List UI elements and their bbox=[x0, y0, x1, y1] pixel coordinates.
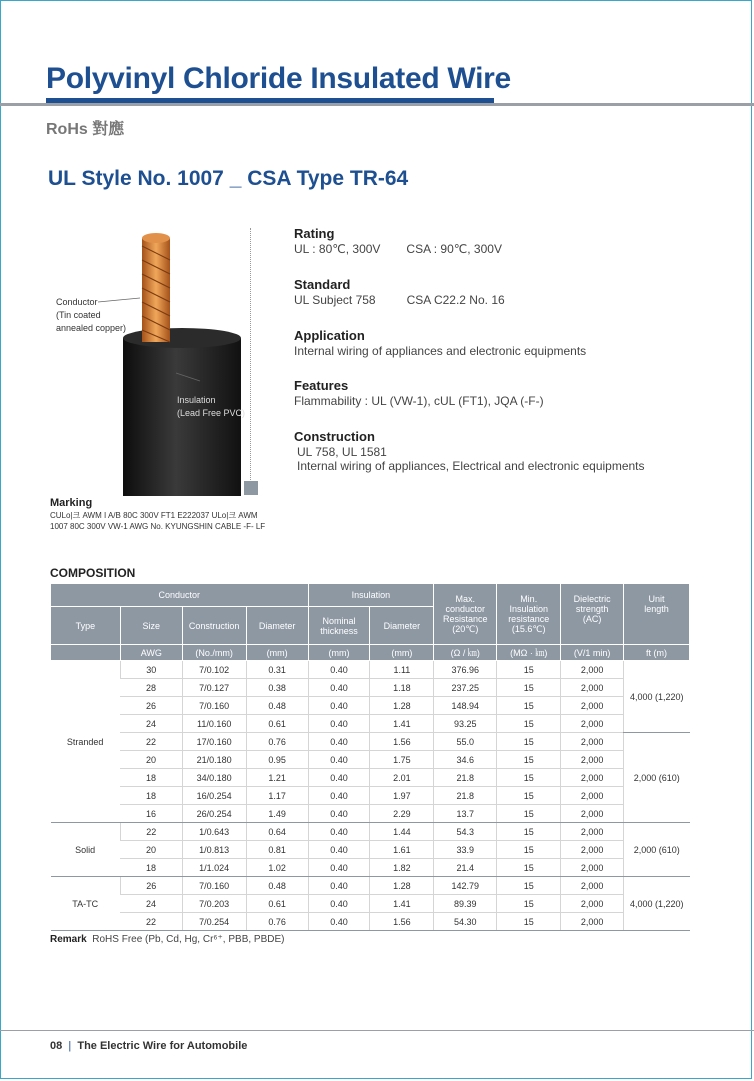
table-cell: 15 bbox=[497, 877, 561, 895]
table-cell: 1.41 bbox=[370, 715, 434, 733]
unit-nominal: (mm) bbox=[308, 645, 370, 661]
table-cell: 0.40 bbox=[308, 913, 370, 931]
table-cell: 2.29 bbox=[370, 805, 434, 823]
table-cell: 7/0.160 bbox=[182, 697, 246, 715]
table-cell: 2,000 bbox=[561, 823, 624, 841]
unit-min-res: (MΩ · ㎞) bbox=[497, 645, 561, 661]
header-min-resistance: Min. Insulation resistance (15.6℃) bbox=[497, 584, 561, 645]
table-cell: 0.40 bbox=[308, 805, 370, 823]
composition-heading: COMPOSITION bbox=[50, 566, 136, 580]
table-cell: 24 bbox=[120, 895, 182, 913]
table-cell: 16/0.254 bbox=[182, 787, 246, 805]
table-cell: 15 bbox=[497, 823, 561, 841]
table-cell: 13.7 bbox=[434, 805, 497, 823]
table-cell: 0.38 bbox=[246, 679, 308, 697]
table-row bbox=[51, 769, 690, 787]
table-cell: 22 bbox=[120, 913, 182, 931]
table-cell: 2,000 bbox=[561, 769, 624, 787]
table-cell: 15 bbox=[497, 859, 561, 877]
wire-illustration bbox=[50, 226, 262, 500]
table-cell: 1.82 bbox=[370, 859, 434, 877]
table-cell: 1/0.813 bbox=[182, 841, 246, 859]
table-cell: 16 bbox=[120, 805, 182, 823]
table-cell: 22 bbox=[120, 733, 182, 751]
table-cell: 1.61 bbox=[370, 841, 434, 859]
table-cell: 15 bbox=[497, 895, 561, 913]
table-row bbox=[51, 733, 690, 751]
type-cell: Stranded bbox=[51, 661, 121, 823]
table-cell: 20 bbox=[120, 751, 182, 769]
table-cell: 2,000 bbox=[561, 733, 624, 751]
unit-construction: (No./mm) bbox=[182, 645, 246, 661]
table-cell: 0.40 bbox=[308, 769, 370, 787]
unit-length-cell: 2,000 (610) bbox=[624, 733, 690, 823]
unit-max-res: (Ω / ㎞) bbox=[434, 645, 497, 661]
table-cell: 54.3 bbox=[434, 823, 497, 841]
table-cell: 24 bbox=[120, 715, 182, 733]
table-cell: 0.76 bbox=[246, 913, 308, 931]
table-cell: 0.40 bbox=[308, 877, 370, 895]
unit-type bbox=[51, 645, 121, 661]
table-cell: 21/0.180 bbox=[182, 751, 246, 769]
table-cell: 2,000 bbox=[561, 805, 624, 823]
table-cell: 1.18 bbox=[370, 679, 434, 697]
table-cell: 15 bbox=[497, 679, 561, 697]
table-cell: 1.28 bbox=[370, 697, 434, 715]
table-cell: 0.61 bbox=[246, 715, 308, 733]
table-cell: 0.40 bbox=[308, 679, 370, 697]
table-cell: 142.79 bbox=[434, 877, 497, 895]
table-cell: 1.56 bbox=[370, 913, 434, 931]
table-cell: 33.9 bbox=[434, 841, 497, 859]
header-nominal-thickness: Nominal thickness bbox=[308, 607, 370, 645]
unit-diameter: (mm) bbox=[246, 645, 308, 661]
table-cell: 2,000 bbox=[561, 877, 624, 895]
table-row bbox=[51, 859, 690, 877]
table-cell: 1/0.643 bbox=[182, 823, 246, 841]
table-cell: 1.56 bbox=[370, 733, 434, 751]
table-cell: 30 bbox=[120, 661, 182, 679]
table-cell: 17/0.160 bbox=[182, 733, 246, 751]
table-cell: 11/0.160 bbox=[182, 715, 246, 733]
table-cell: 7/0.254 bbox=[182, 913, 246, 931]
table-cell: 1.44 bbox=[370, 823, 434, 841]
table-cell: 7/0.203 bbox=[182, 895, 246, 913]
table-cell: 1.02 bbox=[246, 859, 308, 877]
spec-construction: Construction UL 758, UL 1581 Internal wiring of appliances, Electrical and electronic equipments bbox=[294, 429, 645, 473]
table-cell: 0.64 bbox=[246, 823, 308, 841]
table-cell: 2,000 bbox=[561, 715, 624, 733]
header-dielectric: Dielectric strength (AC) bbox=[561, 584, 624, 645]
table-cell: 376.96 bbox=[434, 661, 497, 679]
wire-drawing bbox=[50, 226, 262, 500]
marking-heading: Marking bbox=[50, 497, 93, 509]
table-cell: 1.21 bbox=[246, 769, 308, 787]
header-conductor: Conductor bbox=[51, 584, 309, 607]
table-cell: 148.94 bbox=[434, 697, 497, 715]
composition-body bbox=[51, 661, 690, 931]
table-cell: 0.40 bbox=[308, 787, 370, 805]
header-insulation-diameter: Diameter bbox=[370, 607, 434, 645]
table-cell: 1.41 bbox=[370, 895, 434, 913]
rohs-label: RoHs 對應 bbox=[46, 121, 125, 138]
table-cell: 21.8 bbox=[434, 787, 497, 805]
unit-length-cell: 4,000 (1,220) bbox=[624, 877, 690, 931]
table-cell: 0.40 bbox=[308, 661, 370, 679]
table-cell: 28 bbox=[120, 679, 182, 697]
table-cell: 0.48 bbox=[246, 697, 308, 715]
table-cell: 2,000 bbox=[561, 697, 624, 715]
table-cell: 54.30 bbox=[434, 913, 497, 931]
table-cell: 1/1.024 bbox=[182, 859, 246, 877]
table-cell: 0.40 bbox=[308, 697, 370, 715]
table-cell: 1.49 bbox=[246, 805, 308, 823]
table-cell: 0.48 bbox=[246, 877, 308, 895]
table-cell: 20 bbox=[120, 841, 182, 859]
table-cell: 0.31 bbox=[246, 661, 308, 679]
table-cell: 2,000 bbox=[561, 895, 624, 913]
remark-text: RoHS Free (Pb, Cd, Hg, Cr⁶⁺, PBB, PBDE) bbox=[92, 934, 285, 945]
table-cell: 0.40 bbox=[308, 841, 370, 859]
page-number: 08 bbox=[50, 1040, 63, 1052]
table-cell: 1.75 bbox=[370, 751, 434, 769]
table-cell: 15 bbox=[497, 715, 561, 733]
table-cell: 18 bbox=[120, 769, 182, 787]
table-cell: 15 bbox=[497, 697, 561, 715]
table-cell: 0.40 bbox=[308, 751, 370, 769]
jacket-top bbox=[123, 328, 241, 348]
table-cell: 2,000 bbox=[561, 787, 624, 805]
table-row bbox=[51, 679, 690, 697]
table-cell: 18 bbox=[120, 859, 182, 877]
table-cell: 1.11 bbox=[370, 661, 434, 679]
table-cell: 0.40 bbox=[308, 859, 370, 877]
table-row bbox=[51, 823, 690, 841]
type-cell: TA-TC bbox=[51, 877, 121, 931]
table-cell: 2,000 bbox=[561, 859, 624, 877]
table-cell: 0.40 bbox=[308, 733, 370, 751]
table-cell: 2,000 bbox=[561, 913, 624, 931]
table-cell: 15 bbox=[497, 841, 561, 859]
table-cell: 7/0.160 bbox=[182, 877, 246, 895]
spec-application: Application Internal wiring of appliances and electronic equipments bbox=[294, 328, 587, 358]
header-size: Size bbox=[120, 607, 182, 645]
table-cell: 15 bbox=[497, 661, 561, 679]
table-cell: 237.25 bbox=[434, 679, 497, 697]
table-cell: 2,000 bbox=[561, 661, 624, 679]
table-cell: 21.4 bbox=[434, 859, 497, 877]
table-cell: 7/0.102 bbox=[182, 661, 246, 679]
table-cell: 7/0.127 bbox=[182, 679, 246, 697]
spec-features: Features Flammability : UL (VW-1), cUL (FT1), JQA (-F-) bbox=[294, 378, 544, 408]
top-rule bbox=[0, 103, 754, 106]
unit-ins-diameter: (mm) bbox=[370, 645, 434, 661]
table-row bbox=[51, 877, 690, 895]
unit-size: AWG bbox=[120, 645, 182, 661]
table-row bbox=[51, 697, 690, 715]
table-cell: 2,000 bbox=[561, 751, 624, 769]
footer-text: The Electric Wire for Automobile bbox=[77, 1040, 248, 1052]
product-subtitle: UL Style No. 1007 _ CSA Type TR-64 bbox=[48, 167, 409, 190]
unit-length: ft (m) bbox=[624, 645, 690, 661]
marking-text: CULo|크 AWM I A/B 80C 300V FT1 E222037 ULo|크 AWM 1007 80C 300V VW-1 AWG No. KYUNGSHIN CABLE -F- LF bbox=[50, 511, 266, 531]
table-cell: 93.25 bbox=[434, 715, 497, 733]
table-cell: 18 bbox=[120, 787, 182, 805]
conductor-label: Conductor (Tin coated annealed copper) bbox=[56, 297, 127, 333]
table-cell: 0.76 bbox=[246, 733, 308, 751]
table-cell: 0.40 bbox=[308, 715, 370, 733]
insulation-label: Insulation (Lead Free PVC) bbox=[177, 395, 246, 418]
table-row bbox=[51, 895, 690, 913]
table-cell: 1.17 bbox=[246, 787, 308, 805]
type-cell: Solid bbox=[51, 823, 121, 877]
table-cell: 15 bbox=[497, 769, 561, 787]
table-cell: 55.0 bbox=[434, 733, 497, 751]
table-row bbox=[51, 661, 690, 679]
table-cell: 15 bbox=[497, 805, 561, 823]
table-cell: 22 bbox=[120, 823, 182, 841]
unit-dielectric: (V/1 min) bbox=[561, 645, 624, 661]
table-row bbox=[51, 715, 690, 733]
table-cell: 15 bbox=[497, 733, 561, 751]
spec-rating: Rating UL : 80℃, 300V CSA : 90℃, 300V bbox=[294, 226, 502, 256]
header-unit-length: Unit length bbox=[624, 584, 690, 645]
table-row bbox=[51, 841, 690, 859]
table-cell: 89.39 bbox=[434, 895, 497, 913]
table-cell: 34.6 bbox=[434, 751, 497, 769]
unit-length-cell: 4,000 (1,220) bbox=[624, 661, 690, 733]
spec-standard: Standard UL Subject 758 CSA C22.2 No. 16 bbox=[294, 277, 505, 307]
table-cell: 0.61 bbox=[246, 895, 308, 913]
table-cell: 0.95 bbox=[246, 751, 308, 769]
table-row bbox=[51, 805, 690, 823]
page-title: Polyvinyl Chloride Insulated Wire bbox=[46, 62, 511, 95]
table-cell: 0.40 bbox=[308, 823, 370, 841]
table-cell: 0.81 bbox=[246, 841, 308, 859]
divider-square bbox=[244, 481, 258, 495]
table-cell: 2,000 bbox=[561, 841, 624, 859]
divider-dotted bbox=[250, 228, 251, 484]
header-diameter: Diameter bbox=[246, 607, 308, 645]
table-cell: 15 bbox=[497, 913, 561, 931]
table-cell: 2,000 bbox=[561, 679, 624, 697]
remark-label: Remark bbox=[50, 934, 87, 945]
table-cell: 21.8 bbox=[434, 769, 497, 787]
header-max-resistance: Max. conductor Resistance (20℃) bbox=[434, 584, 497, 645]
composition-table bbox=[50, 583, 690, 931]
header-insulation: Insulation bbox=[308, 584, 434, 607]
table-cell: 15 bbox=[497, 751, 561, 769]
table-cell: 26 bbox=[120, 877, 182, 895]
table-cell: 15 bbox=[497, 787, 561, 805]
table-row bbox=[51, 751, 690, 769]
remark bbox=[50, 934, 285, 945]
table-cell: 1.28 bbox=[370, 877, 434, 895]
header-type: Type bbox=[51, 607, 121, 645]
header-construction: Construction bbox=[182, 607, 246, 645]
table-cell: 26/0.254 bbox=[182, 805, 246, 823]
table-row bbox=[51, 913, 690, 931]
table-row bbox=[51, 787, 690, 805]
footer-rule bbox=[0, 1030, 754, 1031]
table-cell: 34/0.180 bbox=[182, 769, 246, 787]
table-cell: 0.40 bbox=[308, 895, 370, 913]
unit-length-cell: 2,000 (610) bbox=[624, 823, 690, 877]
table-cell: 2.01 bbox=[370, 769, 434, 787]
footer: 08 | The Electric Wire for Automobile bbox=[50, 1040, 248, 1052]
table-cell: 1.97 bbox=[370, 787, 434, 805]
table-cell: 26 bbox=[120, 697, 182, 715]
